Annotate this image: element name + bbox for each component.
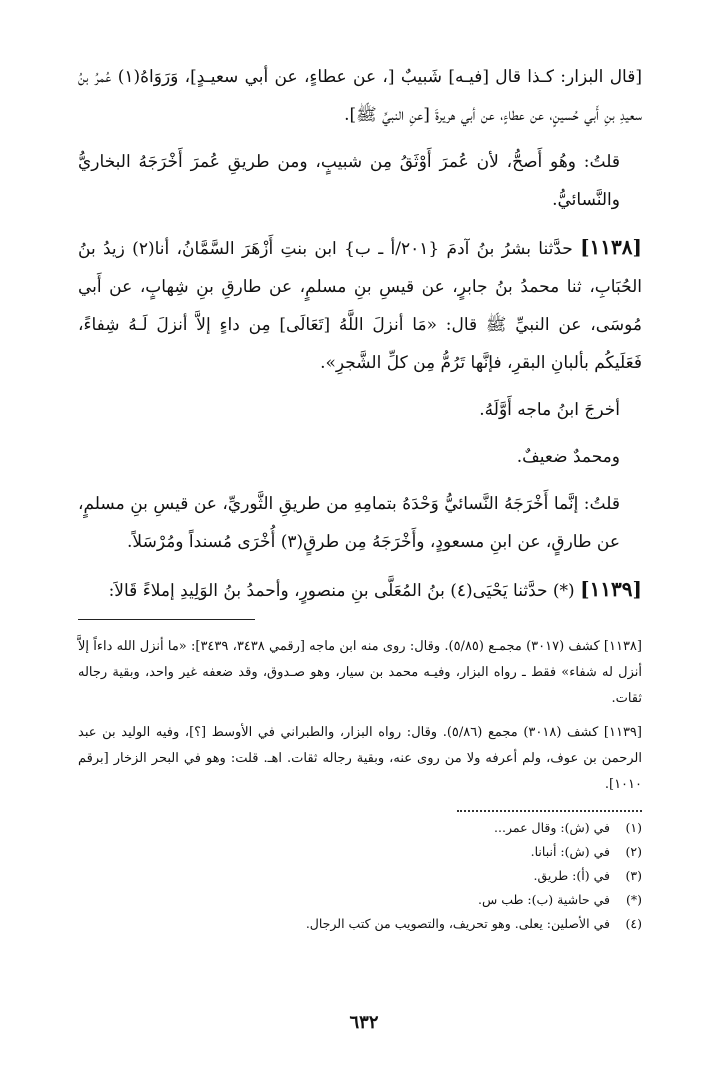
footnote-mark: (٣) xyxy=(625,868,642,883)
paragraph-qultu-1: قلتُ: وهُو أَصحُّ، لأن عُمرَ أَوْثَقُ مِن شبيبٍ، ومن طريقِ عُمرَ أَخْرَجَهُ البخاريُّ والنَّسائيُّ. xyxy=(78,152,620,210)
footnote-mark: (٢) xyxy=(625,844,642,859)
paragraph-bazzar-note: [قال البزار: كـذا قال [فيـه] شَبيبٌ [، عن عطاءٍ، عن أبي سعيـدٍ]، وَرَوَاهُ(١) عُمرُ بنُ سعيدِ بنِ أَبي حُسينٍ، عن عطاءٍ، عن أبي هريرةَ [عنِ النبيِّ ﷺ]. xyxy=(78,67,642,125)
page-number: ٦٣٢ xyxy=(349,1012,379,1033)
hadith-1139-text: (*) حدَّثنا يَحْيَى(٤) بنُ المُعَلَّى بنِ منصورٍ، وأحمدُ بنُ الوَلِيدِ إملاءً قَالاَ: xyxy=(108,581,575,601)
paragraph-daif: ومحمدٌ ضعيفٌ. xyxy=(516,447,620,467)
footnote-item xyxy=(78,888,642,912)
footnote-text: في حاشية (ب): طب س. xyxy=(478,892,610,907)
footnote-item xyxy=(78,840,642,864)
footnote-text: في (ش): وقال عمر... xyxy=(494,820,610,835)
footnote-item xyxy=(78,864,642,888)
footnote-text: في (ش): أنبانا. xyxy=(530,844,610,859)
paragraph-qultu-2: قلتُ: إنَّما أَخْرَجَهُ النَّسائيُّ وَحْدَهُ بتمامِهِ من طريقِ الثَّوريِّ، عن قيسِ بنِ مسلمٍ، عن طارقٍ، عن ابنِ مسعودٍ، وأَخْرَجَهُ مِن طرقٍ(٣) أُخْرَى مُسنداً ومُرْسَلاً. xyxy=(78,494,620,552)
hadith-number-1139: [١١٣٩] xyxy=(580,577,642,601)
footnote-item xyxy=(78,912,642,936)
hadith-number-1138: [١١٣٨] xyxy=(580,235,642,259)
footnotes-list xyxy=(78,816,642,936)
hadith-1138-text: حدَّثنا بشرُ بنُ آدمَ {٢٠١/أ ـ ب} ابن بنتِ أَزْهَرَ السَّمَّانُ، أنا(٢) زيدُ بنُ الحُبَابِ، ثنا محمدُ بنُ جابرٍ، عن قيسِ بنِ مسلمٍ، عن طارقِ بنِ شِهابٍ، عن أَبي مُوسَى، عن النبيِّ ﷺ قال: «مَا أنزلَ اللَّهُ [تَعَالَى] مِن داءٍ إلاَّ أنزلَ لَـهُ شِفاءً، فَعَلَيكُم بألبانِ البقرِ، فإنَّها تَرُمُّ مِن كلِّ الشَّجرِ». xyxy=(78,239,642,373)
paragraph-ibn-majah: أخرجَ ابنُ ماجه أَوَّلَهُ. xyxy=(479,400,620,420)
footnote-mark: (١) xyxy=(625,820,642,835)
footnote-mark: (٤) xyxy=(625,916,642,931)
footnote-mark: (*) xyxy=(625,892,642,907)
separator-line xyxy=(78,619,255,620)
dotted-separator xyxy=(457,810,642,812)
hadith-1139 xyxy=(78,570,642,610)
reference-notes xyxy=(78,634,642,798)
hadith-1138 xyxy=(78,228,642,382)
main-text xyxy=(78,58,642,610)
footnote-text: في (أ): طريق. xyxy=(533,868,610,883)
page-content xyxy=(78,58,642,936)
footnote-item xyxy=(78,816,642,840)
reference-1139: [١١٣٩] كشف (٣٠١٨) مجمع (٥/٨٦). وقال: رواه البزار، والطبراني في الأوسط [؟]، وفيه الوليد بن عبد الرحمن بن عوف، ولم أعرفه ولا من روى عنه، وبقية رجاله ثقات. اهـ. قلت: وهو في البحر الزخار [برقم ١٠١٠]. xyxy=(78,725,642,792)
footnote-text: في الأصلين: يعلى. وهو تحريف، والتصويب من كتب الرجال. xyxy=(305,916,610,931)
reference-1138: [١١٣٨] كشف (٣٠١٧) مجمـع (٥/٨٥). وقال: روى منه ابن ماجه [رقمي ٣٤٣٨، ٣٤٣٩]: «ما أنزل الله داءاً إلاَّ أنزل له شفاء» فقط ـ رواه البزار، وفيـه محمد بن سيار، وهو صـدوق، وقد ضعفه غير واحد، وبقية رجاله ثقات. xyxy=(78,639,642,706)
